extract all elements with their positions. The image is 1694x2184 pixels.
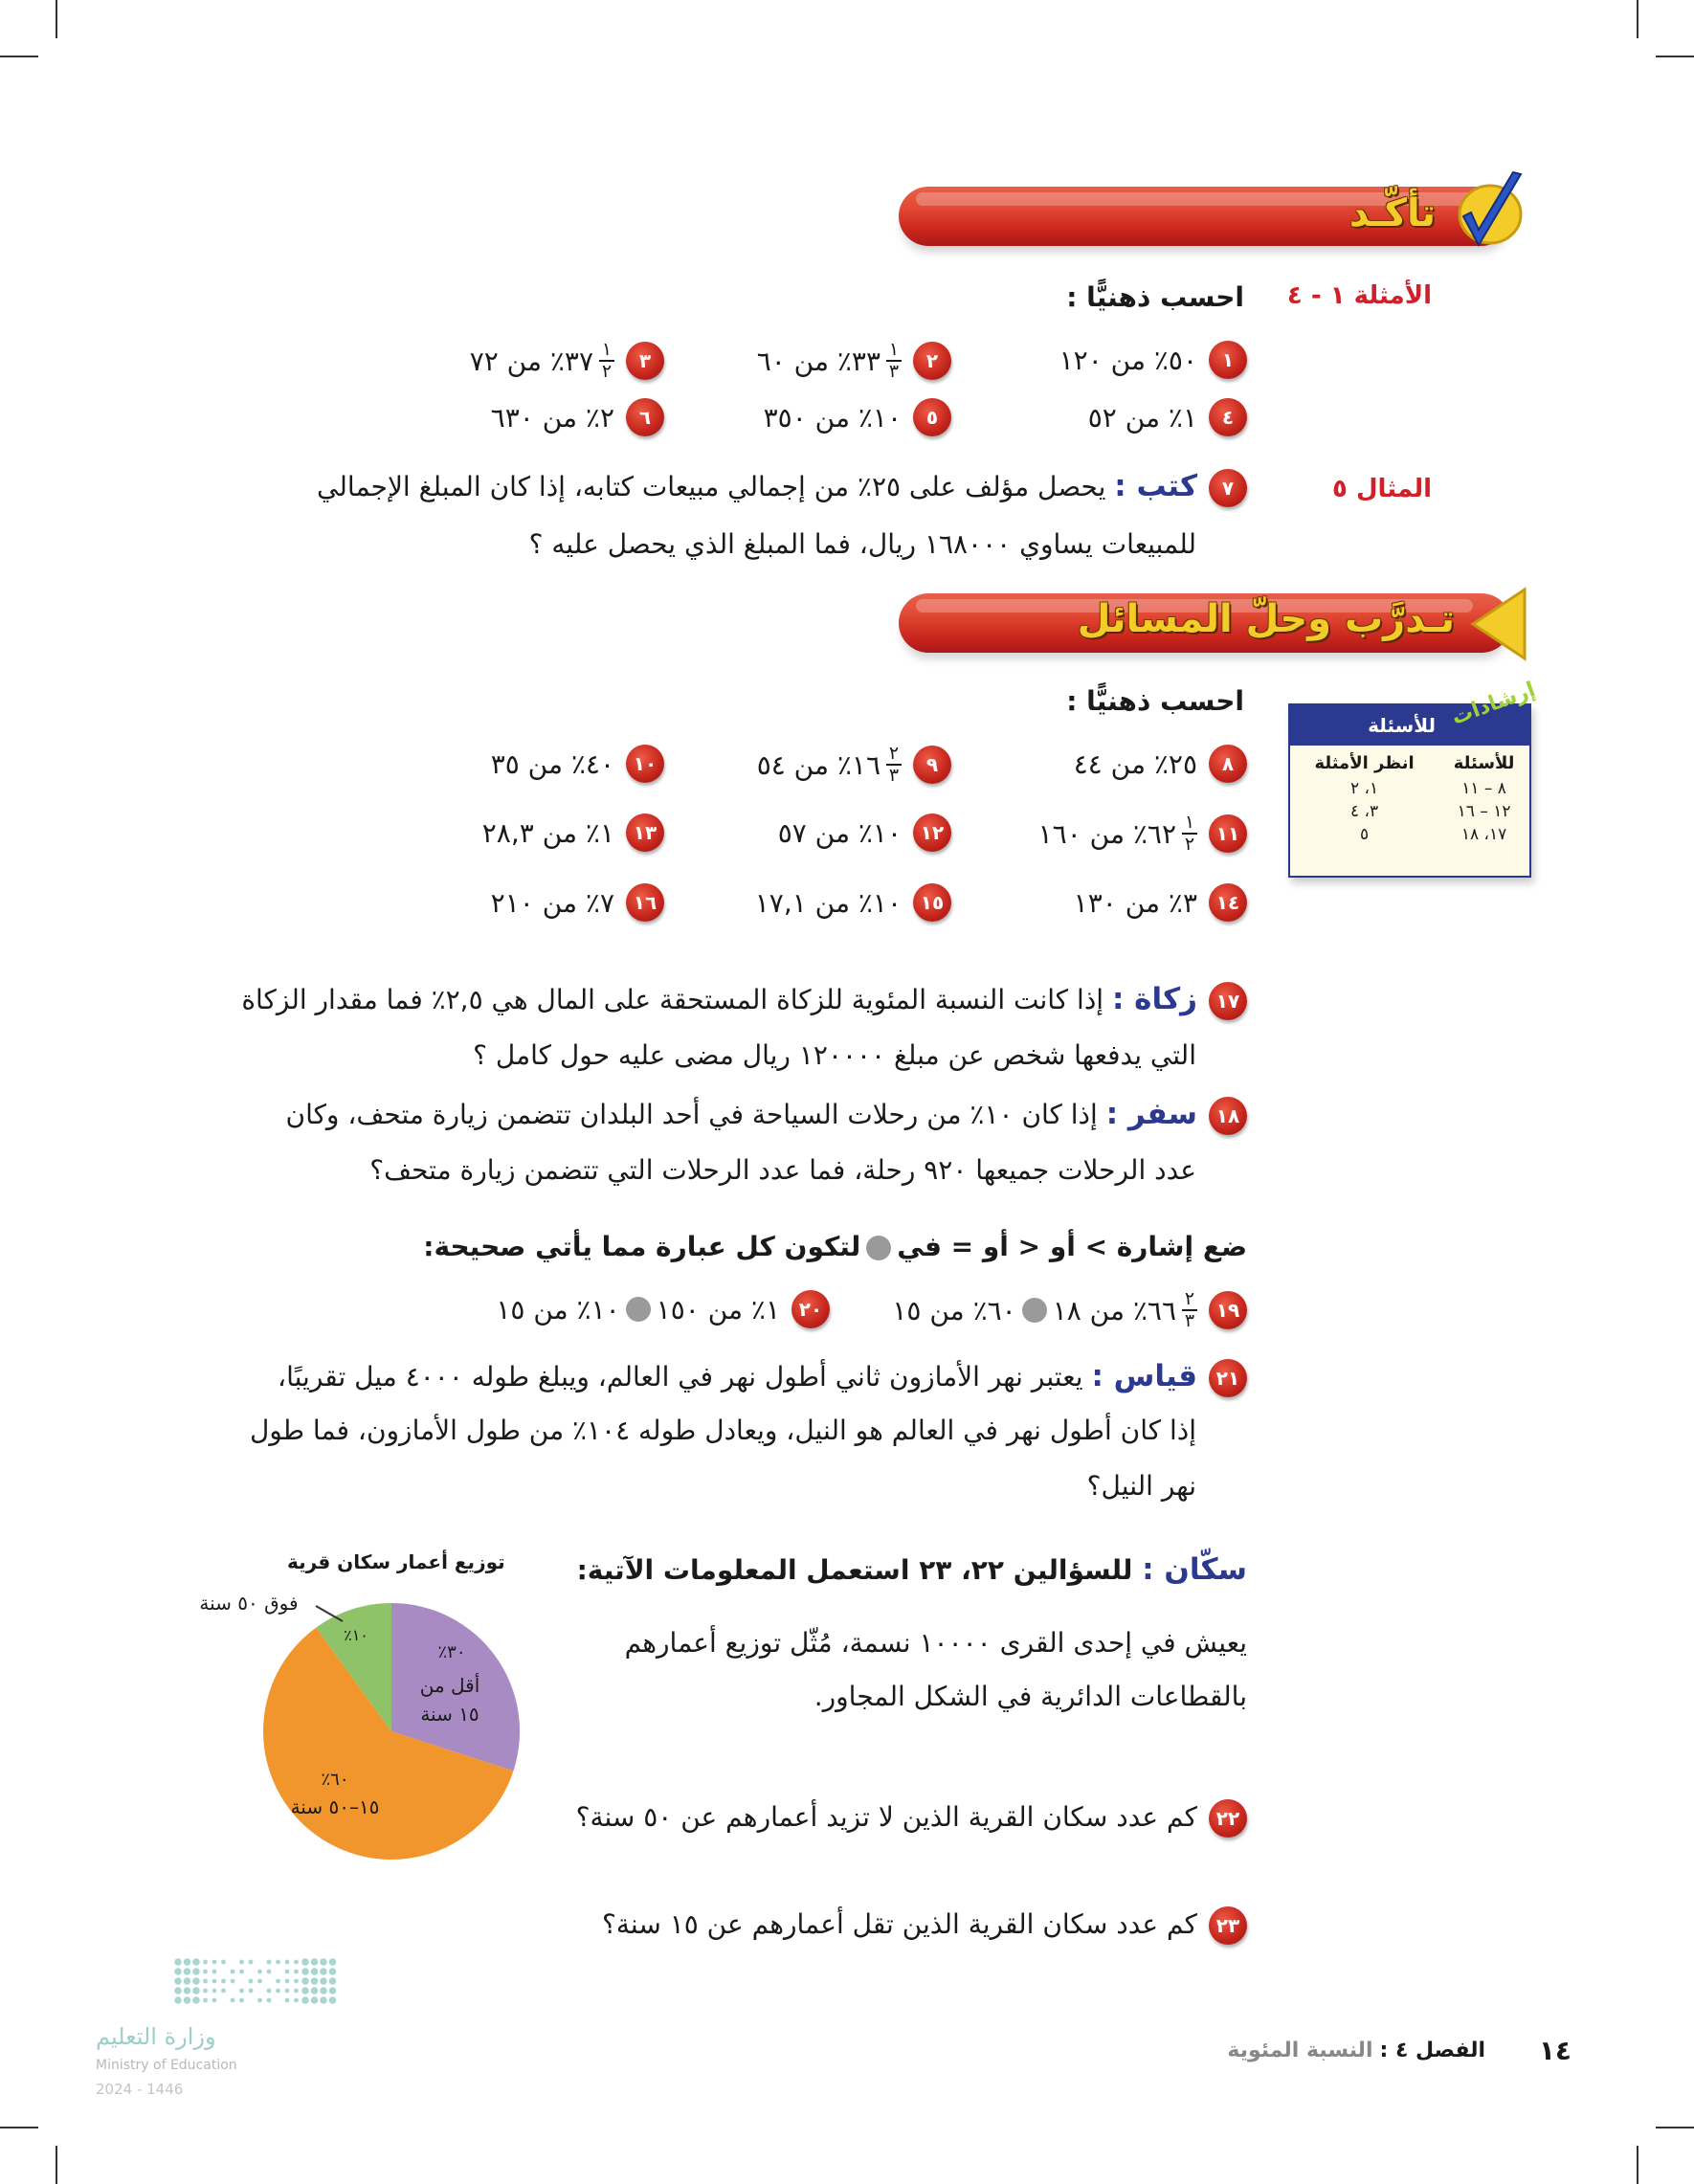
crop-mark [56, 0, 57, 38]
problem-18 [286, 1097, 1248, 1135]
population-intro-text: للسؤالين ٢٢، ٢٣ استعمل المعلومات الآتية: [576, 1554, 1133, 1586]
compare-instruction-a: ضع إشارة > أو < أو = في [897, 1231, 1247, 1262]
population-intro [577, 1552, 1247, 1587]
problem-number-badge: ٥ [913, 398, 951, 436]
hint-title: للأسئلة [1368, 714, 1436, 737]
check-title: تأكّـد [1349, 191, 1436, 235]
problem-number-badge: ٢٣ [1209, 1906, 1247, 1945]
problem-text-line1: يعتبر نهر الأمازون ثاني أطول نهر في العالم، ويبلغ طوله ٤٠٠٠ ميل تقريبًا، [278, 1361, 1083, 1393]
exercise-text: ١٠٪ من ٣٥٠ [763, 401, 902, 434]
hint-cell: ١٧، ١٨ [1460, 825, 1507, 844]
exercise-text: ١٪ من ٢٨,٣ [481, 816, 614, 849]
problem-number-badge: ١٤ [1209, 883, 1247, 922]
compare-instruction [423, 1231, 1247, 1262]
exercise-item [1074, 883, 1247, 922]
ministry-logo-dots [172, 1954, 345, 2012]
pie-pct-label: ٣٠٪ [437, 1642, 466, 1662]
problem-text-line1: إذا كانت النسبة المئوية للزكاة المستحقة على المال هي ٢,٥٪ فما مقدار الزكاة [241, 984, 1104, 1015]
hint-box [1288, 678, 1539, 878]
exercise-text: ١٦٪ من ٥٤ [756, 748, 880, 781]
problem-20 [496, 1290, 830, 1328]
problem-number-badge: ١٦ [626, 883, 664, 922]
problem-text-line1: يحصل مؤلف على ٢٥٪ من إجمالي مبيعات كتابه، إذا كان المبلغ الإجمالي [317, 471, 1106, 502]
crop-mark [0, 56, 38, 57]
problem-keyword: قياس : [1091, 1359, 1197, 1393]
problem-keyword: سفر : [1105, 1097, 1197, 1131]
problem-number-badge: ٤ [1209, 398, 1247, 436]
problem-number-badge: ٢٠ [791, 1290, 830, 1328]
exercise-text: ١٠٪ من ١٧,١ [754, 886, 902, 919]
exercise-item [757, 745, 951, 785]
hint-cell: ٨ – ١١ [1461, 779, 1506, 798]
problem-number-badge: ٢ [913, 342, 951, 380]
hint-row [1290, 800, 1529, 823]
compare-slot[interactable] [626, 1297, 651, 1322]
problem-21-line2: إذا كان أطول نهر في العالم هو النيل، ويعادل طوله ١٠٤٪ من طول الأمازون، فما طول [249, 1415, 1196, 1446]
problem-keyword: سكّان : [1142, 1552, 1247, 1587]
exercise-item [778, 813, 951, 852]
hint-cell: ٥ [1360, 825, 1370, 844]
hint-col-questions: للأسئلة [1453, 753, 1515, 773]
chapter-title: النسبة المئوية [1227, 2039, 1373, 2062]
hint-row [1290, 777, 1529, 800]
compare-left: ١٪ من ١٥٠ [656, 1293, 780, 1326]
exercise-item [470, 341, 664, 381]
exercise-item [1059, 341, 1247, 379]
practice-instruction: احسب ذهنيًّا : [1066, 685, 1244, 717]
fraction: $\frac{١}{٢}$ [1182, 813, 1197, 854]
pie-pct-label: ٦٠٪ [321, 1770, 349, 1790]
hint-cell: ١، ٢ [1349, 779, 1379, 798]
problem-number-badge: ١٣ [626, 813, 664, 852]
crop-mark [0, 2127, 38, 2128]
exercise-text: ٤٠٪ من ٣٥ [490, 747, 614, 780]
exercise-text: ٦٢٪ من ١٦٠ [1037, 817, 1176, 850]
exercise-text: ٢٥٪ من ٤٤ [1073, 747, 1197, 780]
hint-cell: ١٢ – ١٦ [1457, 802, 1511, 821]
problem-number-badge: ١٢ [913, 813, 951, 852]
problem-number-badge: ٦ [626, 398, 664, 436]
compare-right: ٦٠٪ من ١٥ [892, 1294, 1016, 1326]
practice-title: تـدرَّب وحلّ المسائل [1077, 597, 1455, 641]
chapter-footer [1227, 2039, 1485, 2062]
problem-number-badge: ١٨ [1209, 1097, 1247, 1135]
population-line1: يعيش في إحدى القرى ١٠٠٠٠ نسمة، مُثّل توزيع أعمارهم [624, 1627, 1247, 1659]
fraction: $\frac{١}{٢}$ [599, 341, 614, 381]
exercise-item [757, 341, 951, 381]
problem-text-line1: إذا كان ١٠٪ من رحلات السياحة في أحد البلدان تتضمن زيارة متحف، وكان [285, 1099, 1098, 1130]
exercise-item [764, 398, 951, 436]
hint-title-green: إرشادات [1448, 678, 1539, 730]
fraction: $\frac{٢}{٣}$ [886, 745, 902, 785]
exercise-text: ١٪ من ٥٢ [1087, 401, 1197, 434]
ministry-name-en: Ministry of Education [96, 2058, 237, 2073]
problem-number-badge: ١١ [1209, 814, 1247, 853]
pie-slice-label: ١٥ سنة [420, 1703, 479, 1726]
exercise-text: ١٠٪ من ٥٧ [777, 816, 902, 849]
crop-mark [56, 2146, 57, 2184]
problem-number-badge: ١٥ [913, 883, 951, 922]
problem-17 [241, 982, 1247, 1020]
exercise-text: ٣٧٪ من ٧٢ [469, 345, 593, 377]
hint-row [1290, 823, 1529, 846]
exercise-text: ٥٠٪ من ١٢٠ [1059, 344, 1197, 376]
hint-cell: ٣، ٤ [1349, 802, 1379, 821]
problem-number-badge: ١٧ [1209, 982, 1247, 1020]
examples-label: الأمثلة ١ - ٤ [1286, 281, 1432, 310]
check-instruction: احسب ذهنيًّا : [1066, 281, 1244, 313]
problem-text: كم عدد سكان القرية الذين تقل أعمارهم عن ١٥ سنة؟ [602, 1908, 1197, 1940]
problem-22 [576, 1799, 1247, 1838]
age-pie-chart [191, 1579, 536, 1885]
compare-instruction-b: لتكون كل عبارة مما يأتي صحيحة: [423, 1231, 861, 1262]
exercise-text: ٢٪ من ٦٣٠ [490, 401, 614, 434]
problem-number-badge: ١٩ [1209, 1291, 1247, 1329]
ministry-year: 2024 - 1446 [96, 2081, 184, 2098]
example5-label: المثال ٥ [1332, 475, 1432, 503]
problem-number-badge: ٩ [913, 746, 951, 784]
exercise-item [491, 745, 664, 783]
ministry-name-ar: وزارة التعليم [96, 2023, 216, 2050]
problem-21 [278, 1359, 1247, 1397]
exercise-item [491, 883, 664, 922]
problem-number-badge: ١ [1209, 341, 1247, 379]
exercise-item [1074, 745, 1247, 783]
problem-17-line2: التي يدفعها شخص عن مبلغ ١٢٠٠٠٠ ريال مضى عليه حول كامل ؟ [473, 1039, 1196, 1071]
problem-19 [892, 1290, 1247, 1330]
exercise-text: ٧٪ من ٢١٠ [490, 886, 614, 919]
circle-placeholder-icon [866, 1236, 891, 1260]
problem-keyword: كتب : [1114, 469, 1197, 503]
exercise-item [755, 883, 951, 922]
problem-7-line2: للمبيعات يساوي ١٦٨٠٠٠ ريال، فما المبلغ الذي يحصل عليه ؟ [528, 528, 1196, 560]
problem-number-badge: ٢٢ [1209, 1799, 1247, 1838]
pie-slice-label: ١٥–٥٠ سنة [290, 1795, 380, 1818]
hint-table [1290, 746, 1529, 846]
compare-slot[interactable] [1022, 1298, 1047, 1323]
chart-title: توزيع أعمار سكان قرية [287, 1550, 505, 1573]
crop-mark [1637, 0, 1638, 38]
fraction: $\frac{١}{٣}$ [886, 341, 902, 381]
population-line2: بالقطاعات الدائرية في الشكل المجاور. [814, 1681, 1247, 1712]
chapter-label: الفصل ٤ : [1379, 2039, 1485, 2062]
exercise-item [1088, 398, 1247, 436]
problem-number-badge: ٣ [626, 342, 664, 380]
compare-left: ٦٦٪ من ١٨ [1052, 1294, 1176, 1326]
exercise-item [1038, 813, 1247, 854]
problem-number-badge: ٢١ [1209, 1359, 1247, 1397]
problem-23 [602, 1906, 1247, 1945]
crop-mark [1637, 2146, 1638, 2184]
crop-mark [1656, 56, 1694, 57]
problem-number-badge: ٧ [1209, 469, 1247, 507]
fraction: $\frac{٢}{٣}$ [1182, 1290, 1197, 1330]
arrow-icon [1469, 586, 1527, 662]
exercise-text: ٣٪ من ١٣٠ [1073, 886, 1197, 919]
checkmark-icon [1450, 168, 1527, 255]
pie-pct-label: ١٠٪ [344, 1626, 368, 1644]
problem-21-line3: نهر النيل؟ [1086, 1470, 1196, 1502]
problem-number-badge: ١٠ [626, 745, 664, 783]
pie-slice-label: فوق ٥٠ سنة [199, 1592, 299, 1615]
leader-line [316, 1606, 343, 1621]
exercise-text: ٣٣٪ من ٦٠ [756, 345, 880, 377]
crop-mark [1656, 2127, 1694, 2128]
problem-text: كم عدد سكان القرية الذين لا تزيد أعمارهم عن ٥٠ سنة؟ [575, 1801, 1197, 1833]
hint-col-examples: انظر الأمثلة [1314, 753, 1415, 773]
exercise-item [482, 813, 664, 852]
page-number: ١٤ [1538, 2035, 1571, 2066]
problem-18-line2: عدد الرحلات جميعها ٩٢٠ رحلة، فما عدد الرحلات التي تتضمن زيارة متحف؟ [369, 1154, 1196, 1186]
compare-right: ١٠٪ من ١٥ [496, 1293, 620, 1326]
problem-7 [317, 469, 1247, 507]
problem-keyword: زكاة : [1111, 982, 1197, 1016]
problem-number-badge: ٨ [1209, 745, 1247, 783]
pie-slice-label: أقل من [419, 1674, 480, 1697]
exercise-item [491, 398, 664, 436]
